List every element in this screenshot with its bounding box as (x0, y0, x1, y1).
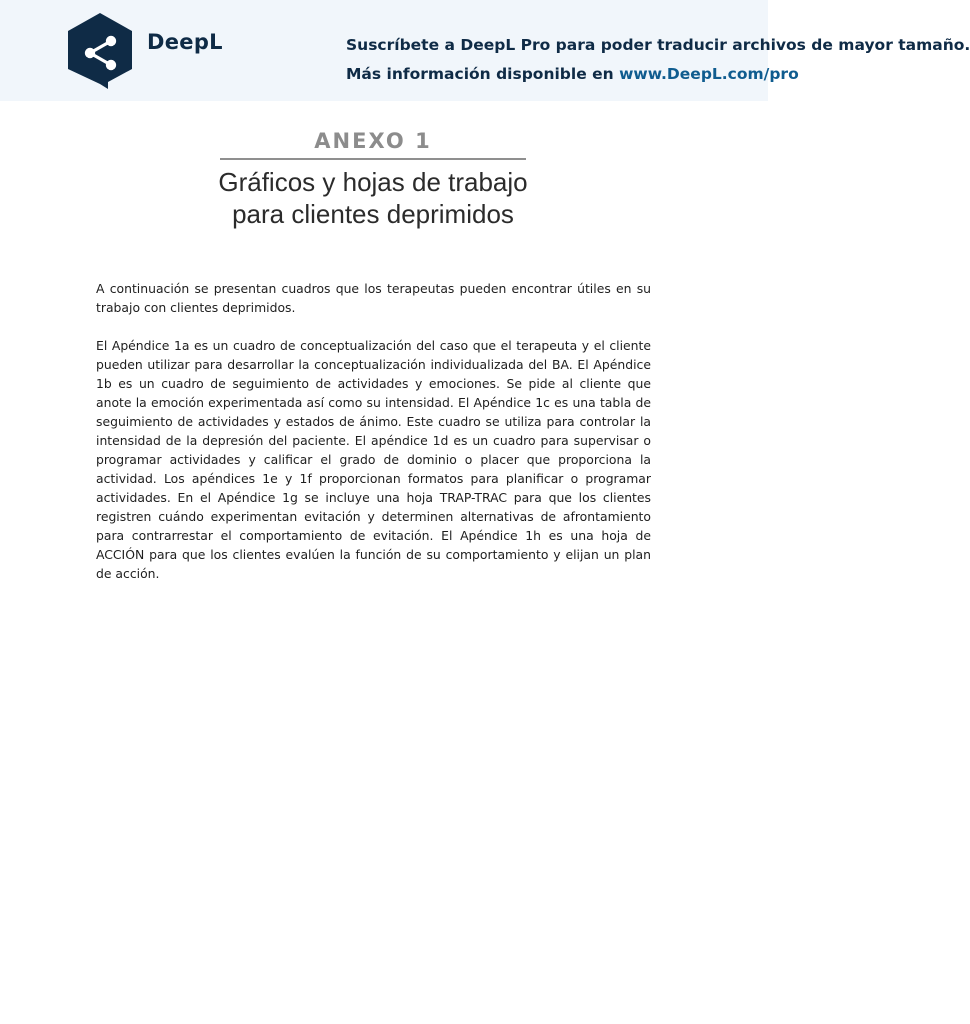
promo-info-prefix: Más información disponible en (346, 65, 620, 83)
promo-line-info (346, 65, 799, 83)
deepl-promo-banner (0, 0, 970, 101)
annex-label: ANEXO 1 (314, 129, 432, 153)
deepl-logo-text[interactable]: DeepL (147, 30, 223, 54)
annex-divider (220, 158, 526, 160)
annex-title: Gráficos y hojas de trabajo para clientes deprimidos (218, 167, 528, 229)
promo-line-subscribe: Suscríbete a DeepL Pro para poder traducir archivos de mayor tamaño. (346, 36, 970, 54)
deepl-share-logo-icon[interactable] (66, 12, 134, 90)
body-paragraph-appendices: El Apéndice 1a es un cuadro de conceptualización del caso que el terapeuta y el cliente pueden utilizar para desarrollar la conceptualización individualizada del BA. El Apéndice 1b es un cuadro de seguimiento de actividades y emociones. Se pide al cliente que anote la emoción experimentada así como su intensidad. El Apéndice 1c es una tabla de seguimiento de actividades y estados de ánimo. Este cuadro se utiliza para controlar la intensidad de la depresión del paciente. El apéndice 1d es un cuadro para supervisar o programar actividades y calificar el grado de dominio o placer que proporciona la actividad. Los apéndices 1e y 1f proporcionan formatos para planificar o programar actividades. En el Apéndice 1g se incluye una hoja TRAP-TRAC para que los clientes registren cuándo experimentan evitación y determinen alternativas de afrontamiento para contrarrestar el comportamiento de evitación. El Apéndice 1h es una hoja de ACCIÓN para que los clientes evalúen la función de su comportamiento y elijan un plan de acción. (96, 338, 651, 581)
promo-link[interactable]: www.DeepL.com/pro (619, 65, 799, 83)
body-paragraph-intro: A continuación se presentan cuadros que los terapeutas pueden encontrar útiles en su trabajo con clientes deprimidos. (96, 281, 651, 315)
